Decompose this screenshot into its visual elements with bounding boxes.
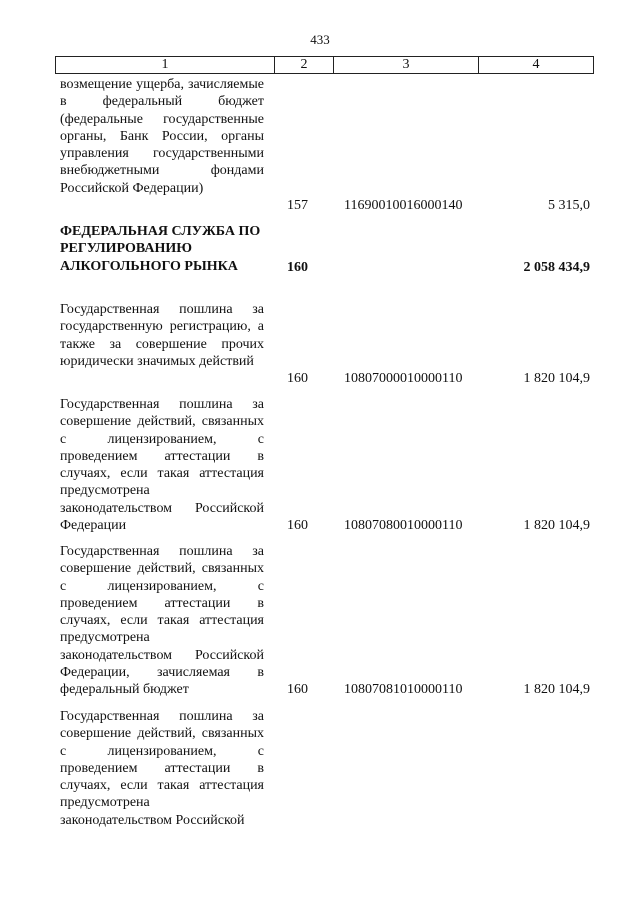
row-description: Государственная пошлина за государственную регистрацию, а также за совершение прочих юридически значимых действий — [60, 302, 264, 369]
row-code: 160 — [287, 517, 308, 533]
column-header-4: 4 — [532, 57, 540, 72]
table-row — [60, 396, 590, 534]
row-code: 160 — [287, 370, 308, 386]
row-code: 160 — [287, 259, 308, 275]
row-description: возмещение ущерба, зачисляемые в федеральный бюджет (федеральные государственные органы, Банк России, органы управления государственными внебюджетными фондами Российской Федерации) — [60, 77, 264, 196]
row-amount: 2 058 434,9 — [523, 259, 590, 275]
row-amount: 1 820 104,9 — [523, 370, 590, 386]
row-amount: 5 315,0 — [548, 197, 590, 213]
row-amount: 1 820 104,9 — [523, 517, 590, 533]
row-description: ФЕДЕРАЛЬНАЯ СЛУЖБА ПО РЕГУЛИРОВАНИЮ АЛКОГОЛЬНОГО РЫНКА — [60, 224, 261, 274]
row-code: 157 — [287, 197, 308, 213]
page-number: 433 — [310, 32, 330, 47]
row-code: 160 — [287, 681, 308, 697]
table-row-section-heading — [60, 223, 590, 276]
row-description: Государственная пошлина за совершение действий, связанных с лицензированием, с проведением аттестации в случаях, если такая аттестация предусмотрена законодательством Российской — [60, 709, 264, 828]
row-kbk: 10807080010000110 — [344, 517, 463, 533]
table-row — [60, 708, 590, 833]
row-kbk: 11690010016000140 — [344, 197, 463, 213]
row-kbk: 10807081010000110 — [344, 681, 463, 697]
row-description: Государственная пошлина за совершение действий, связанных с лицензированием, с проведением аттестации в случаях, если такая аттестация предусмотрена законодательством Российской Федерации — [60, 397, 264, 534]
column-header-3: 3 — [334, 57, 479, 73]
table-row — [60, 301, 590, 387]
row-description: Государственная пошлина за совершение действий, связанных с лицензированием, с проведением аттестации в случаях, если такая аттестация предусмотрена законодательством Российской Федерации, зачисляемая в федеральный бюджет — [60, 544, 264, 698]
table-row — [60, 543, 590, 698]
table-header — [55, 56, 594, 74]
column-header-2: 2 — [275, 57, 334, 73]
row-kbk: 10807000010000110 — [344, 370, 463, 386]
row-amount: 1 820 104,9 — [523, 681, 590, 697]
column-header-1: 1 — [56, 57, 275, 73]
table-row — [60, 76, 590, 214]
